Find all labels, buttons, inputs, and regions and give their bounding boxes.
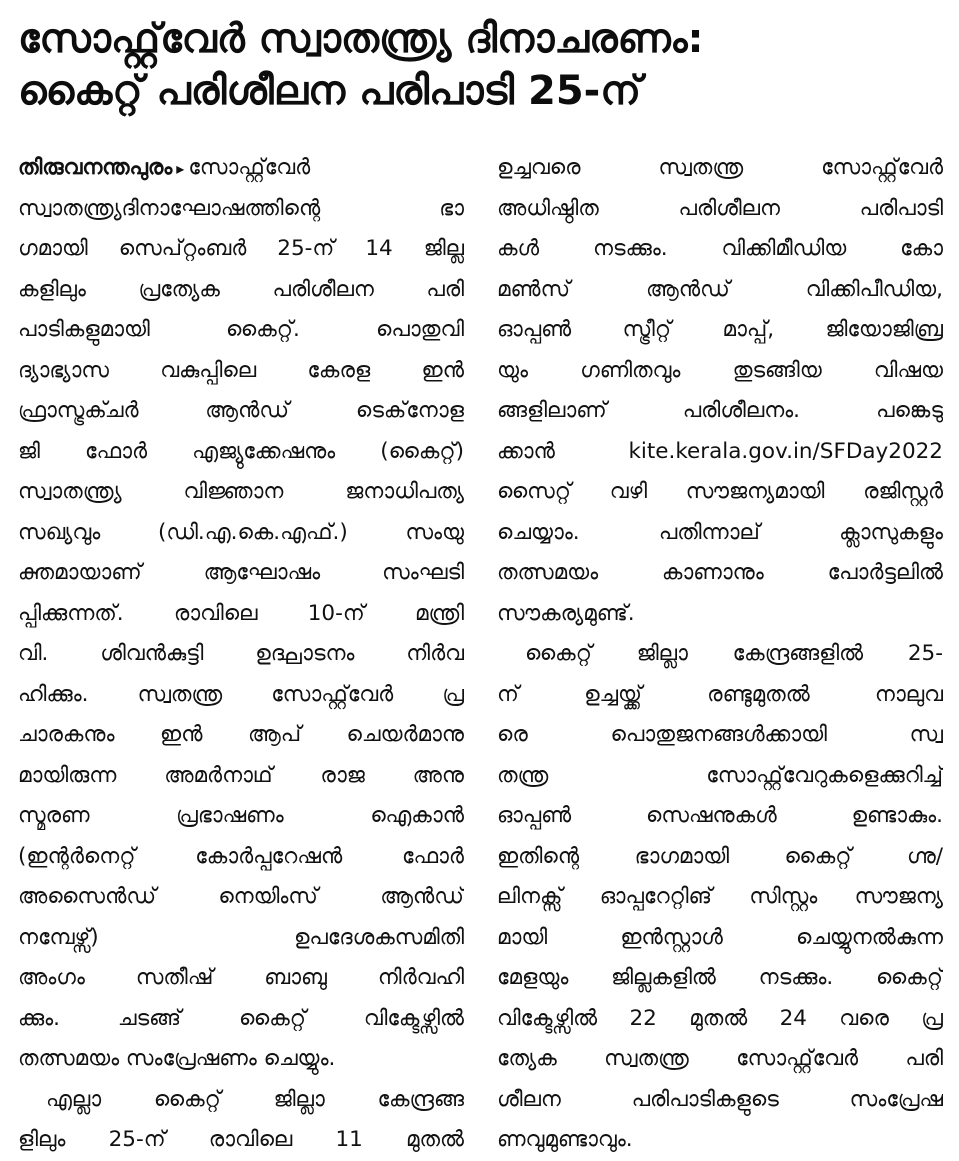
text-line: ലിനക്സ് ഓപ്പറേറ്റിങ് സിസ്റ്റം സൗജന്യ [497, 884, 943, 909]
text-line: ക്കും. ചടങ്ങ് കൈറ്റ് വിക്ടേഴ്സിൽ [18, 1005, 464, 1031]
text-line: ണവുമുണ്ടാവും. [497, 1127, 633, 1152]
article-body [18, 148, 943, 1161]
text-line: മായിരുന്ന അമർനാഥ് രാജ അനു [18, 762, 464, 788]
text-line: ദ്യാഭ്യാസ വകുപ്പിലെ കേരള ഇൻ [18, 357, 464, 383]
text-line: ശീലന പരിപാടികളുടെ സംപ്രേഷ [497, 1086, 943, 1112]
text-line: വിക്ടേഴ്സിൽ 22 മുതൽ 24 വരെ പ്ര [497, 1005, 943, 1031]
text-line: സ്വാതന്ത്ര്യ വിജ്ഞാന ജനാധിപത്യ [18, 479, 464, 504]
text-line: രെ പൊതുജനങ്ങൾക്കായി സ്വ [497, 722, 943, 747]
text-line: അസൈൻഡ് നെയിംസ് ആൻഡ് [18, 884, 464, 909]
text-line: ജി ഫോർ എജ്യുക്കേഷനും (കൈറ്റ്) [18, 438, 464, 464]
text-line: കൾ നടക്കും. വിക്കിമീഡിയ കോ [497, 236, 943, 261]
column-left [18, 148, 464, 1161]
text-line: ഇതിന്റെ ഭാഗമായി കൈറ്റ് ഗ്നു/ [497, 843, 943, 869]
text-line: വി. ശിവൻകുട്ടി ഉദ്ഘാടനം നിർവ [18, 641, 464, 666]
text-line: ഓപ്പൺ സ്ട്രീറ്റ് മാപ്പ്, ജിയോജിബ്ര [497, 317, 943, 342]
text-line: മൺസ് ആൻഡ് വിക്കിപീഡിയ, [497, 276, 943, 302]
text-line: ക്കാൻ kite.kerala.gov.in/SFDay2022 [497, 438, 943, 464]
text-line: ങ്ങളിലാണ് പരിശീലനം. പങ്കെടു [497, 398, 943, 423]
text-line: തത്സമയം കാണാനും പോർട്ടലിൽ [497, 560, 943, 585]
text-line: കളിലും പ്രത്യേക പരിശീലന പരി [18, 276, 464, 302]
text-line: ളിലും 25-ന് രാവിലെ 11 മുതൽ [18, 1127, 464, 1152]
text-line: തത്സമയം സംപ്രേഷണം ചെയ്യും. [18, 1046, 336, 1071]
text-line: അംഗം സതീഷ് ബാബു നിർവഹി [18, 965, 464, 990]
text-line: പ്പിക്കുന്നത്. രാവിലെ 10-ന് മന്ത്രി [18, 600, 464, 626]
text-line: പാടികളുമായി കൈറ്റ്. പൊതുവി [18, 317, 464, 342]
text-line: നമ്പേഴ്സ്) ഉപദേശകസമിതി [18, 924, 464, 950]
headline-line-2: കൈറ്റ് പരിശീലന പരിപാടി 25-ന് [18, 68, 642, 114]
text-line: സൗകര്യമുണ്ട്. [497, 600, 635, 626]
text-line: (ഇന്റർനെറ്റ് കോർപ്പറേഷൻ ഫോർ [18, 843, 464, 869]
text-line: അധിഷ്ഠിത പരിശീലന പരിപാടി [497, 195, 943, 221]
text-line: ക്തമായാണ് ആഘോഷം സംഘടി [18, 560, 464, 585]
text-line: തന്ത്ര സോഫ്റ്റ്‌വേറുകളെക്കുറിച്ച് [497, 762, 943, 788]
column-right [497, 148, 943, 1161]
text-line: സൈറ്റ് വഴി സൗജന്യമായി രജിസ്റ്റർ [497, 479, 943, 504]
text-line: സ്മരണ പ്രഭാഷണം ഐകാൻ [18, 803, 464, 828]
dateline: തിരുവനന്തപുരം [18, 155, 173, 180]
text-line: ഫ്രാസ്ട്രക്ചർ ആൻഡ് ടെക്‌നോള [18, 398, 464, 423]
text-line: സഖ്യവും (ഡി.എ.കെ.എഫ്.) സംയു [18, 519, 464, 545]
text-line [18, 148, 464, 189]
headline-line-1: സോഫ്റ്റ്‌വേർ സ്വാതന്ത്ര്യ ദിനാചരണം: [18, 16, 704, 62]
text-line: മേളയും ജില്ലകളിൽ നടക്കും. കൈറ്റ് [497, 965, 943, 990]
text-fragment: സോഫ്റ്റ്‌വേർ [188, 155, 311, 180]
paragraph-start-line: കൈറ്റ് ജില്ലാ കേന്ദ്രങ്ങളിൽ 25- [525, 641, 943, 666]
text-line: ഗമായി സെപ്റ്റംബർ 25-ന് 14 ജില്ല [18, 236, 464, 261]
text-line: മായി ഇൻസ്റ്റാൾ ചെയ്യുനൽകുന്ന [497, 924, 943, 950]
text-line: സ്വാതന്ത്ര്യദിനാഘോഷത്തിന്റെ ഭാ [18, 195, 464, 221]
text-line: ചാരകനും ഇൻ ആപ് ചെയർമാനു [18, 722, 464, 747]
headline [18, 14, 941, 118]
text-line: ഹിക്കും. സ്വതന്ത്ര സോഫ്റ്റ്‌വേർ പ്ര [18, 681, 464, 707]
text-line: യും ഗണിതവും തുടങ്ങിയ വിഷയ [497, 357, 943, 383]
text-line: ന് ഉച്ചയ്ക്ക് രണ്ടുമുതൽ നാലുവ [497, 681, 943, 707]
dateline-arrow-icon: ▸ [176, 159, 185, 178]
paragraph-start-line: എല്ലാ കൈറ്റ് ജില്ലാ കേന്ദ്രങ്ങ [46, 1086, 464, 1112]
text-line: ഉച്ചവരെ സ്വതന്ത്ര സോഫ്റ്റ്‌വേർ [497, 155, 943, 180]
text-line: ഓപ്പൺ സെഷനുകൾ ഉണ്ടാകും. [497, 803, 943, 828]
text-line: ത്യേക സ്വതന്ത്ര സോഫ്റ്റ്‌വേർ പരി [497, 1046, 943, 1071]
text-line: ചെയ്യാം. പതിന്നാല് ക്ലാസുകളും [497, 519, 943, 545]
